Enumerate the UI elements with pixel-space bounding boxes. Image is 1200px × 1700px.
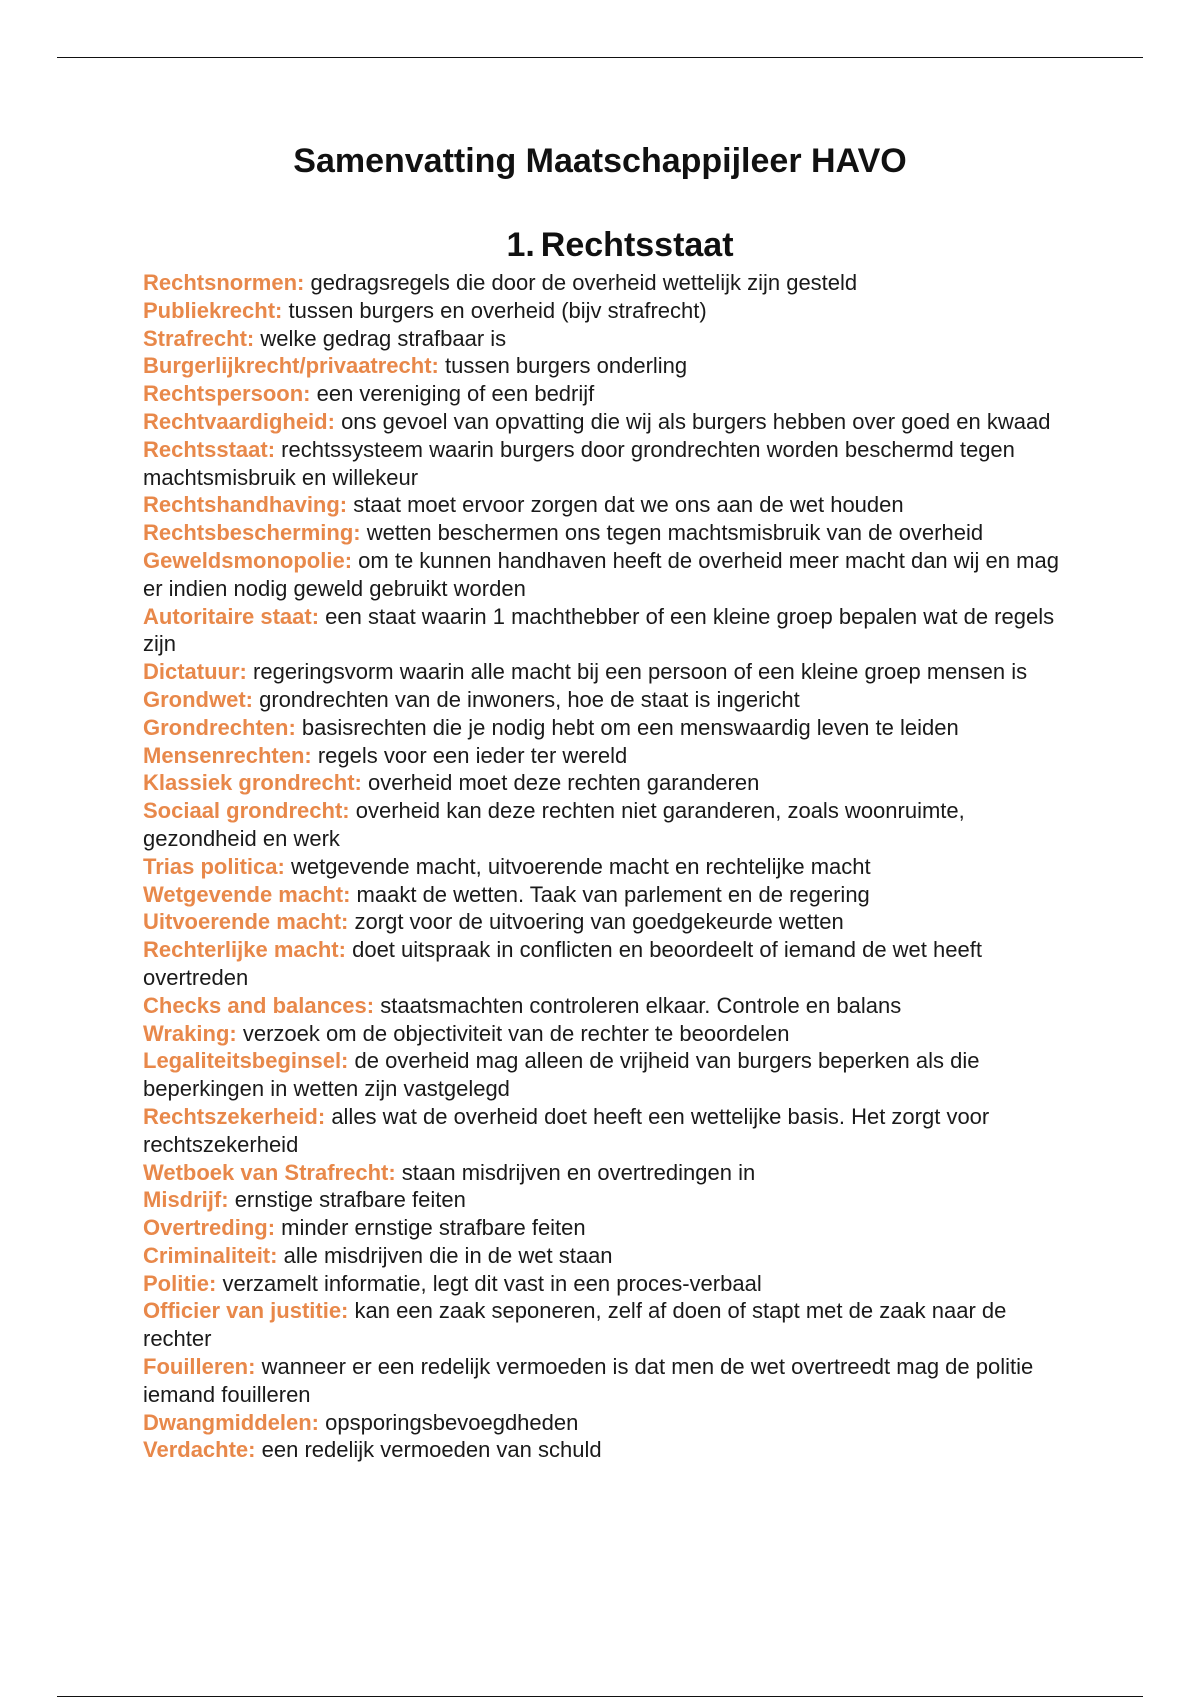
definition-entry — [143, 1020, 1063, 1048]
term-label: Grondrechten: — [143, 714, 296, 740]
term-definition: tussen burgers en overheid (bijv strafrecht) — [288, 297, 707, 323]
document-title: Samenvatting Maatschappijleer HAVO — [293, 142, 907, 180]
definition-entry — [143, 714, 1063, 742]
term-label: Rechtspersoon: — [143, 381, 311, 407]
term-label: Legaliteitsbeginsel: — [143, 1048, 349, 1074]
definition-entry — [143, 1159, 1063, 1187]
term-label: Rechtszekerheid: — [143, 1103, 326, 1129]
definition-entry — [143, 658, 1063, 686]
term-label: Grondwet: — [143, 686, 253, 712]
term-label: Klassiek grondrecht: — [143, 770, 362, 796]
term-definition: welke gedrag strafbaar is — [260, 325, 507, 351]
term-definition: staatsmachten controleren elkaar. Controle en balans — [380, 992, 902, 1018]
term-definition: een staat waarin 1 machthebber of een kleine groep bepalen wat de regels zijn — [143, 603, 1055, 657]
term-definition: een redelijk vermoeden van schuld — [261, 1437, 602, 1463]
definition-entry — [143, 1409, 1063, 1437]
term-definition: de overheid mag alleen de vrijheid van burgers beperken als die beperkingen in wetten zijn vastgelegd — [143, 1048, 980, 1102]
definition-entry — [143, 881, 1063, 909]
term-label: Verdachte: — [143, 1437, 256, 1463]
definition-entry — [143, 1186, 1063, 1214]
section-number: 1. — [506, 226, 535, 264]
definition-entry — [143, 325, 1063, 353]
term-label: Wetgevende macht: — [143, 881, 351, 907]
term-definition: zorgt voor de uitvoering van goedgekeurde wetten — [354, 909, 844, 935]
definition-entry — [143, 1047, 1063, 1103]
definition-entry — [143, 1353, 1063, 1409]
definition-entry — [143, 1270, 1063, 1298]
term-label: Criminaliteit: — [143, 1242, 278, 1268]
term-definition: overheid kan deze rechten niet garanderen, zoals woonruimte, gezondheid en werk — [143, 798, 965, 851]
section-heading — [0, 226, 1200, 265]
term-label: Dwangmiddelen: — [143, 1409, 320, 1435]
term-label: Sociaal grondrecht: — [143, 798, 350, 824]
term-definition: staan misdrijven en overtredingen in — [401, 1159, 756, 1185]
term-label: Overtreding: — [143, 1215, 276, 1241]
definition-entry — [143, 1436, 1063, 1464]
term-definition: doet uitspraak in conflicten en beoordeelt of iemand de wet heeft overtreden — [143, 937, 982, 990]
definition-entry — [143, 936, 1063, 992]
term-definition: basisrechten die je nodig hebt om een menswaardig leven te leiden — [301, 714, 959, 740]
term-definition: wetten beschermen ons tegen machtsmisbruik van de overheid — [366, 520, 984, 546]
term-label: Trias politica: — [143, 853, 285, 879]
term-label: Publiekrecht: — [143, 297, 283, 323]
term-definition: overheid moet deze rechten garanderen — [367, 770, 760, 796]
term-label: Uitvoerende macht: — [143, 909, 349, 935]
term-definition: kan een zaak seponeren, zelf af doen of stapt met de zaak naar de rechter — [143, 1298, 1007, 1352]
term-definition: gedragsregels die door de overheid wettelijk zijn gesteld — [310, 270, 858, 295]
term-label: Rechtsnormen: — [143, 270, 305, 295]
term-label: Geweldsmonopolie: — [143, 547, 353, 573]
term-definition: maakt de wetten. Taak van parlement en de regering — [356, 881, 870, 907]
term-definition: om te kunnen handhaven heeft de overheid meer macht dan wij en mag er indien nodig geweld gebruikt worden — [143, 547, 1059, 601]
definition-entry — [143, 686, 1063, 714]
definition-entry — [143, 769, 1063, 797]
term-definition: ernstige strafbare feiten — [234, 1187, 466, 1213]
term-definition: alle misdrijven die in de wet staan — [283, 1242, 613, 1268]
term-definition: alles wat de overheid doet heeft een wettelijke basis. Het zorgt voor rechtszekerheid — [143, 1103, 990, 1157]
term-definition: regels voor een ieder ter wereld — [317, 742, 628, 768]
term-definition: grondrechten van de inwoners, hoe de staat is ingericht — [259, 686, 800, 712]
term-label: Autoritaire staat: — [143, 603, 320, 629]
definition-entry — [143, 297, 1063, 325]
definition-entry — [143, 908, 1063, 936]
definition-entry — [143, 742, 1063, 770]
section-title: Rechtsstaat — [540, 226, 734, 264]
definition-entry — [143, 491, 1063, 519]
term-label: Rechterlijke macht: — [143, 937, 346, 963]
term-definition: een vereniging of een bedrijf — [316, 381, 595, 407]
definition-entry — [143, 269, 1063, 297]
term-definition: staat moet ervoor zorgen dat we ons aan de wet houden — [353, 492, 904, 518]
term-label: Rechtshandhaving: — [143, 492, 348, 518]
definition-entry — [143, 797, 1063, 853]
term-label: Rechtsstaat: — [143, 436, 276, 462]
definition-entry — [143, 1214, 1063, 1242]
definition-entry — [143, 408, 1063, 436]
definition-entry — [143, 1242, 1063, 1270]
term-label: Politie: — [143, 1270, 217, 1296]
definition-entry — [143, 436, 1063, 492]
term-label: Checks and balances: — [143, 992, 375, 1018]
term-definition: opsporingsbevoegdheden — [325, 1409, 579, 1435]
term-label: Officier van justitie: — [143, 1298, 349, 1324]
definition-list — [143, 269, 1063, 1464]
term-label: Wetboek van Strafrecht: — [143, 1159, 396, 1185]
term-label: Mensenrechten: — [143, 742, 312, 768]
term-label: Misdrijf: — [143, 1187, 229, 1213]
definition-entry — [143, 853, 1063, 881]
term-definition: verzoek om de objectiviteit van de rechter te beoordelen — [242, 1020, 790, 1046]
term-label: Strafrecht: — [143, 325, 255, 351]
term-label: Wraking: — [143, 1020, 237, 1046]
definition-entry — [143, 380, 1063, 408]
term-label: Rechtsbescherming: — [143, 520, 361, 546]
term-definition: rechtssysteem waarin burgers door grondrechten worden beschermd tegen machtsmisbruik en willekeur — [143, 436, 1015, 490]
term-definition: wanneer er een redelijk vermoeden is dat men de wet overtreedt mag de politie iemand fouilleren — [143, 1354, 1034, 1407]
definition-entry — [143, 992, 1063, 1020]
term-definition: minder ernstige strafbare feiten — [281, 1215, 586, 1241]
term-definition: tussen burgers onderling — [445, 353, 688, 379]
bottom-rule — [57, 1696, 1143, 1697]
definition-entry — [143, 1297, 1063, 1353]
term-definition: verzamelt informatie, legt dit vast in een proces-verbaal — [222, 1270, 762, 1296]
term-label: Burgerlijkrecht/privaatrecht: — [143, 353, 439, 379]
top-rule — [57, 57, 1143, 58]
term-label: Dictatuur: — [143, 659, 247, 685]
term-definition: ons gevoel van opvatting die wij als burgers hebben over goed en kwaad — [341, 408, 1051, 434]
definition-entry — [143, 603, 1063, 659]
term-definition: wetgevende macht, uitvoerende macht en rechtelijke macht — [290, 853, 871, 879]
term-label: Fouilleren: — [143, 1354, 256, 1380]
term-definition: regeringsvorm waarin alle macht bij een persoon of een kleine groep mensen is — [253, 659, 1028, 685]
definition-entry — [143, 519, 1063, 547]
definition-entry — [143, 547, 1063, 603]
definition-entry — [143, 352, 1063, 380]
definition-entry — [143, 1103, 1063, 1159]
term-label: Rechtvaardigheid: — [143, 408, 335, 434]
